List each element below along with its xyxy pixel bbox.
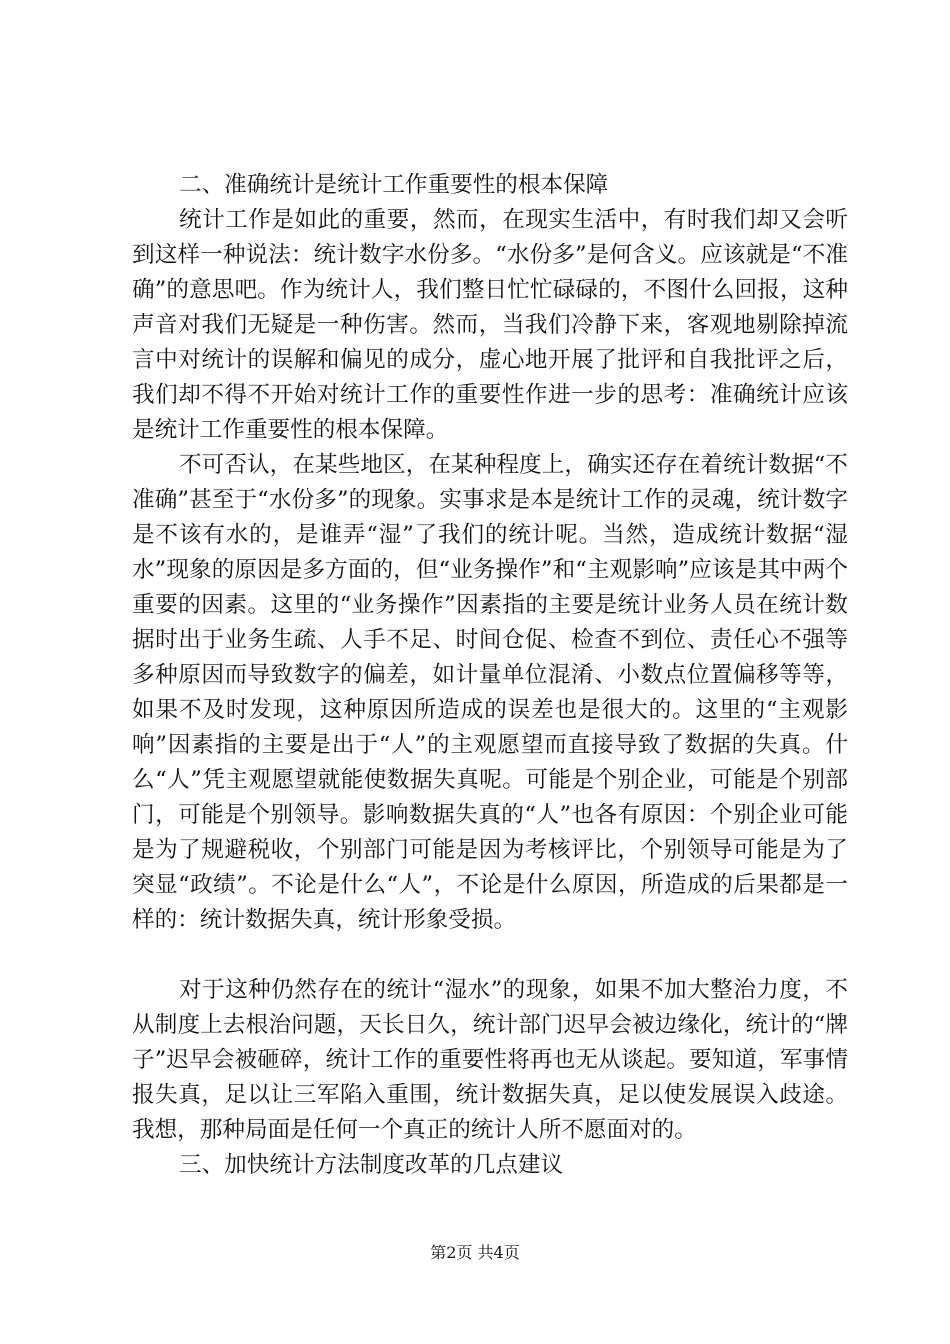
document-body <box>132 168 852 1183</box>
section-three-heading: 三、加快统计方法制度改革的几点建议 <box>179 1152 564 1178</box>
paragraph-spacer <box>132 938 852 973</box>
paragraph-2: 不可否认，在某些地区，在某种程度上，确实还存在着统计数据“不准确”甚至于“水份多”的现象。实事求是本是统计工作的灵魂，统计数字是不该有水的，是谁弄“湿”了我们的统计呢。当然，造成统计数据“湿水”现象的原因是多方面的，但“业务操作”和“主观影响”应该是其中两个重要的因素。这里的“业务操作”因素指的主要是统计业务人员在统计数据时出于业务生疏、人手不足、时间仓促、检查不到位、责任心不强等多种原因而导致数字的偏差，如计量单位混淆、小数点位置偏移等等，如果不及时发现，这种原因所造成的误差也是很大的。这里的“主观影响”因素指的主要是出于“人”的主观愿望而直接导致了数据的失真。什么“人”凭主观愿望就能使数据失真呢。可能是个别企业，可能是个别部门，可能是个别领导。影响数据失真的“人”也各有原因：个别企业可能是为了规避税收，个别部门可能是因为考核评比，个别领导可能是为了突显“政绩”。不论是什么“人”，不论是什么原因，所造成的后果都是一样的：统计数据失真，统计形象受损。 <box>132 452 848 933</box>
page-footer: 第2页 共4页 <box>430 1243 520 1262</box>
paragraph-3: 对于这种仍然存在的统计“湿水”的现象，如果不加大整治力度，不从制度上去根治问题，天长日久，统计部门迟早会被边缘化，统计的“牌子”迟早会被砸碎，统计工作的重要性将再也无从谈起。要知道，军事情报失真，足以让三军陷入重围，统计数据失真，足以使发展误入歧途。我想，那种局面是任何一个真正的统计人所不愿面对的。 <box>132 977 848 1143</box>
paragraph-1: 统计工作是如此的重要，然而，在现实生活中，有时我们却又会听到这样一种说法：统计数字水份多。“水份多”是何含义。应该就是“不准确”的意思吧。作为统计人，我们整日忙忙碌碌的，不图什么回报，这种声音对我们无疑是一种伤害。然而，当我们冷静下来，客观地剔除掉流言中对统计的误解和偏见的成分，虚心地开展了批评和自我批评之后，我们却不得不开始对统计工作的重要性作进一步的思考：准确统计应该是统计工作重要性的根本保障。 <box>132 207 848 443</box>
section-two-heading: 二、准确统计是统计工作重要性的根本保障 <box>179 172 609 198</box>
